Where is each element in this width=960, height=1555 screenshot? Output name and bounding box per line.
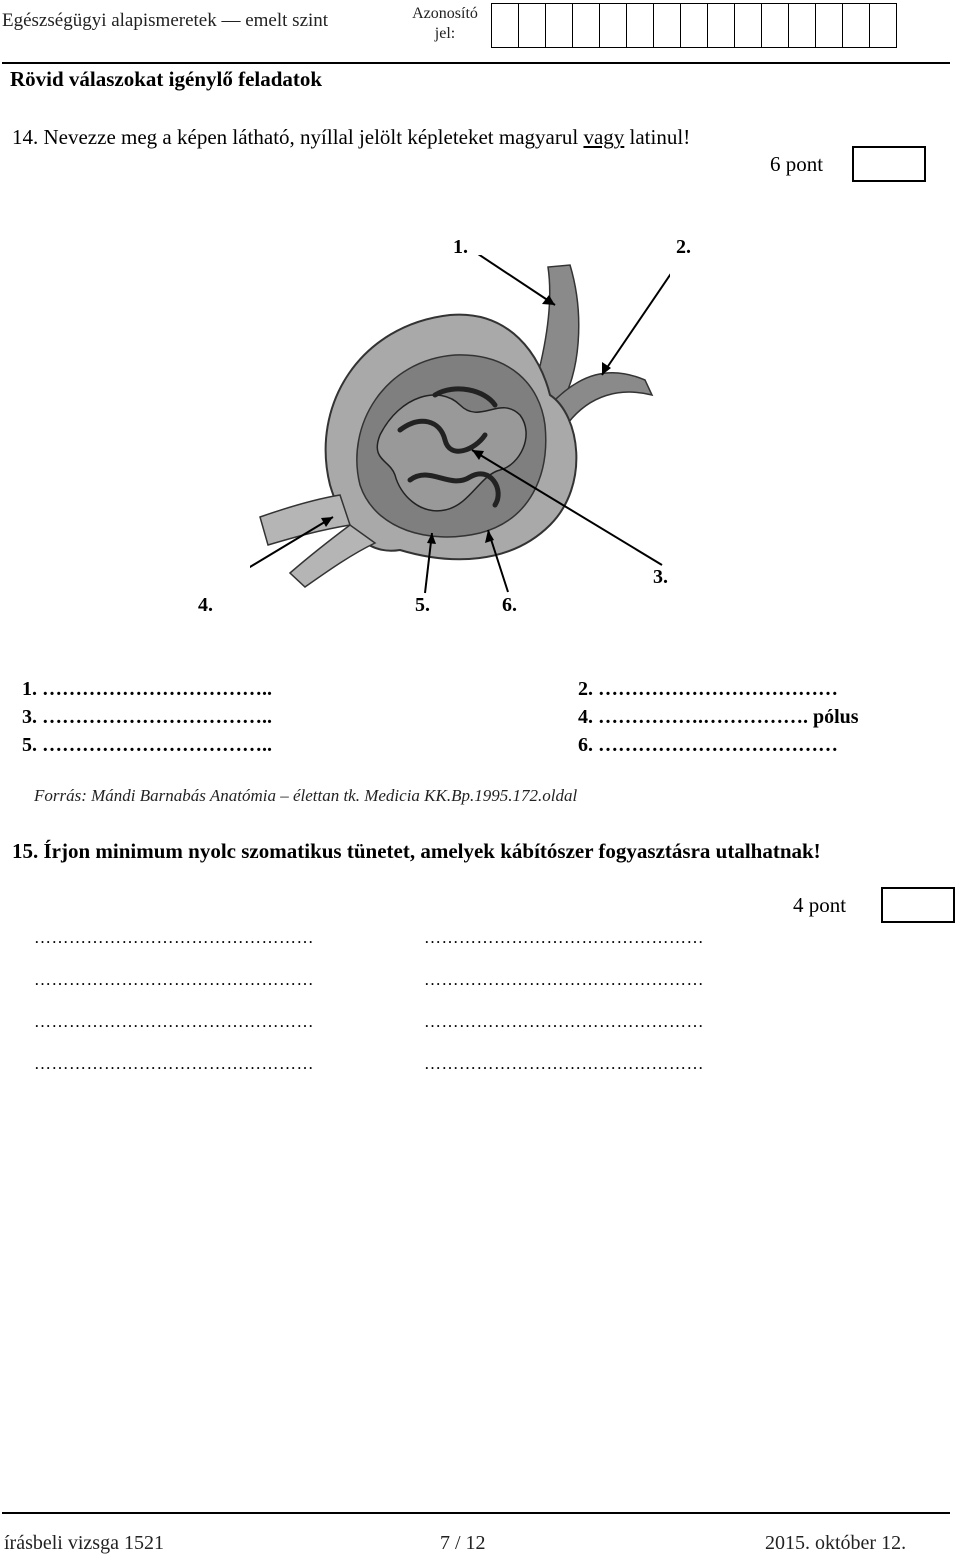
id-box[interactable] [653,3,681,48]
answer-line-2[interactable]: 2. ……………………………… [578,678,838,700]
header-rule [2,62,950,64]
figure-label-4: 4. [198,594,213,616]
q14-text-before: 14. Nevezze meg a képen látható, nyíllal jelölt képleteket magyarul [12,125,584,149]
id-box[interactable] [491,3,519,48]
q15-answer-line[interactable]: ………………………………………… [34,1054,314,1073]
q14-points: 6 pont [770,152,824,176]
figure-label-2: 2. [676,236,691,258]
source-citation: Forrás: Mándi Barnabás Anatómia – élettan tk. Medicia KK.Bp.1995.172.oldal [34,786,578,805]
id-box[interactable] [869,3,897,48]
answer-line-6[interactable]: 6. ……………………………… [578,734,838,756]
q15-answer-line[interactable]: ………………………………………… [424,1012,704,1031]
figure-label-5: 5. [415,594,430,616]
q14-text-after: latinul! [624,125,691,149]
question-15: 15. Írjon minimum nyolc szomatikus tünetet, amelyek kábítószer fogyasztásra utalhatnak! [12,839,821,863]
id-label: Azonosító jel: [412,5,478,42]
id-box[interactable] [761,3,789,48]
figure-label-6: 6. [502,594,517,616]
answer-line-5[interactable]: 5. …………………………….. [22,734,272,756]
question-14 [12,125,690,150]
q15-points: 4 pont [793,893,847,917]
q15-answer-line[interactable]: ………………………………………… [34,1012,314,1031]
id-box[interactable] [599,3,627,48]
id-box[interactable] [572,3,600,48]
answer-line-1[interactable]: 1. …………………………….. [22,678,272,700]
header-title: Egészségügyi alapismeretek — emelt szint [2,10,329,31]
id-box[interactable] [626,3,654,48]
answer-line-3[interactable]: 3. …………………………….. [22,706,272,728]
id-box[interactable] [788,3,816,48]
q14-text-underlined: vagy [583,125,625,149]
id-boxes [492,3,897,48]
footer-exam: írásbeli vizsga 1521 [4,1532,164,1554]
id-box[interactable] [734,3,762,48]
id-box[interactable] [842,3,870,48]
footer-date: 2015. október 12. [765,1532,907,1554]
q15-score-box[interactable] [881,887,955,923]
section-title: Rövid válaszokat igénylő feladatok [10,67,323,91]
footer-rule [2,1512,950,1514]
q14-score-box[interactable] [852,146,926,182]
answer-line-4[interactable]: 4. …………….……………. pólus [578,706,859,728]
q15-answer-line[interactable]: ………………………………………… [34,970,314,989]
id-box[interactable] [680,3,708,48]
q15-answer-line[interactable]: ………………………………………… [424,970,704,989]
footer-page-number: 7 / 12 [440,1532,486,1554]
q15-answer-line[interactable]: ………………………………………… [424,928,704,947]
glomerulus-illustration [250,255,670,595]
id-box[interactable] [518,3,546,48]
figure-label-1: 1. [453,236,468,258]
id-box[interactable] [545,3,573,48]
figure-label-3: 3. [653,566,668,588]
id-box[interactable] [707,3,735,48]
id-box[interactable] [815,3,843,48]
q15-answer-line[interactable]: ………………………………………… [34,928,314,947]
q15-answer-line[interactable]: ………………………………………… [424,1054,704,1073]
